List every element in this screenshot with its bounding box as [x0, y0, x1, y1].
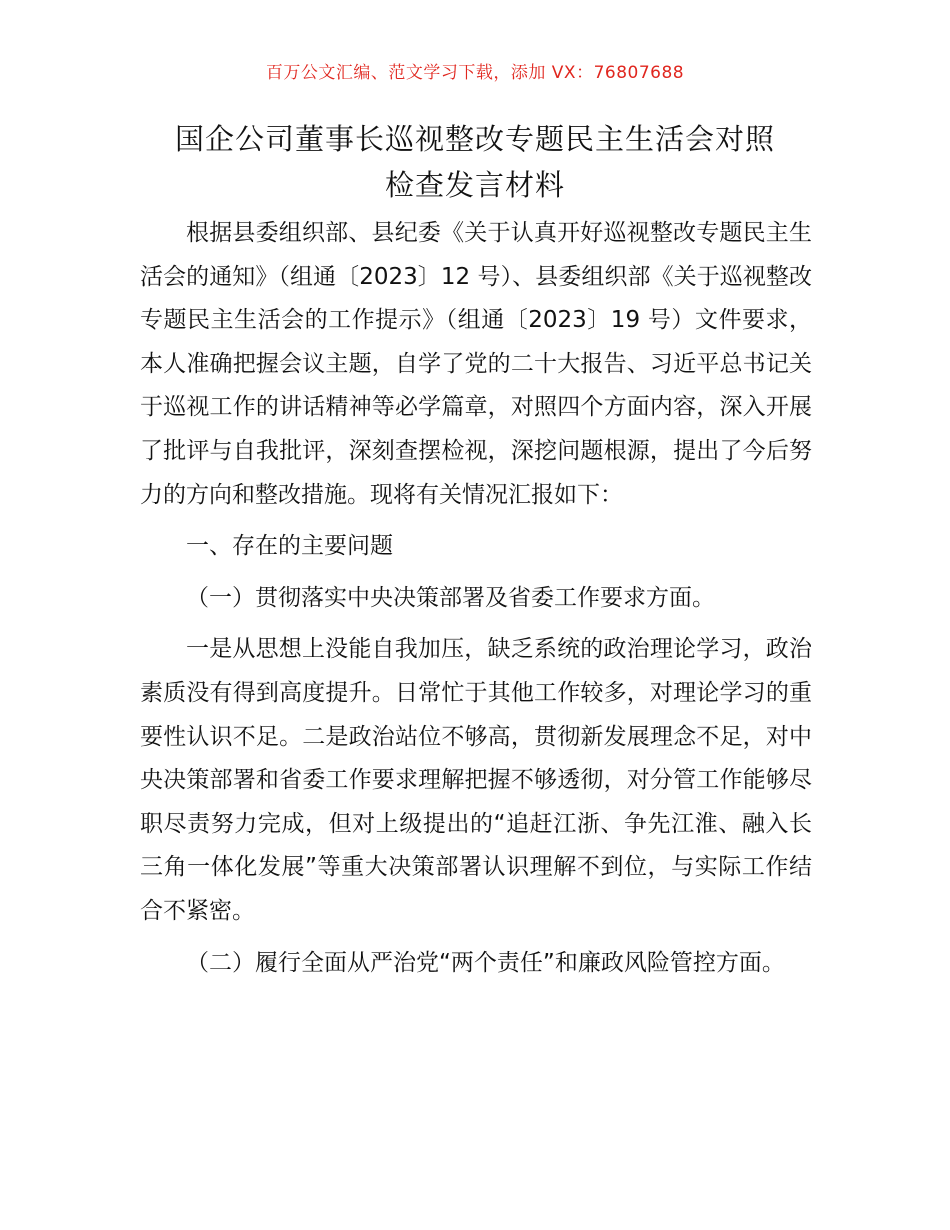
subsection-heading-2: （二）履行全面从严治党“两个责任”和廉政风险管控方面。	[186, 949, 785, 976]
title-line-2: 检查发言材料	[384, 168, 565, 202]
paragraph-issue-1: 一是从思想上没能自我加压，缺乏系统的政治理论学习，政治素质没有得到高度提升。日常忙于其他工作较多，对理论学习的重要性认识不足。二是政治站位不够高，贯彻新发展理念不足，对中央决策部署和省委工作要求理解把握不够透彻，对分管工作能够尽职尽责努力完成，但对上级提出的“追赶江浙、争先江淮、融入长三角一体化发展”等重大决策部署认识理解不到位，与实际工作结合不紧密。	[140, 636, 812, 924]
title-line-1: 国企公司董事长巡视整改专题民主生活会对照	[174, 122, 775, 156]
header-banner: 百万公文汇编、范文学习下载，添加 VX：76807688	[265, 63, 685, 83]
paragraph-intro: 根据县委组织部、县纪委《关于认真开好巡视整改专题民主生活会的通知》（组通〔2023〕12 号）、县委组织部《关于巡视整改专题民主生活会的工作提示》（组通〔2023〕19 号）文件要求，本人准确把握会议主题，自学了党的二十大报告、习近平总书记关于巡视工作的讲话精神等必学篇章，对照四个方面内容，深入开展了批评与自我批评，深刻查摆检视，深挖问题根源，提出了今后努力的方向和整改措施。现将有关情况汇报如下：	[140, 220, 812, 508]
section-heading-1: 一、存在的主要问题	[186, 533, 393, 560]
subsection-heading-1: （一）贯彻落实中央决策部署及省委工作要求方面。	[186, 584, 715, 611]
document-body	[140, 212, 812, 985]
document-title	[120, 116, 830, 208]
